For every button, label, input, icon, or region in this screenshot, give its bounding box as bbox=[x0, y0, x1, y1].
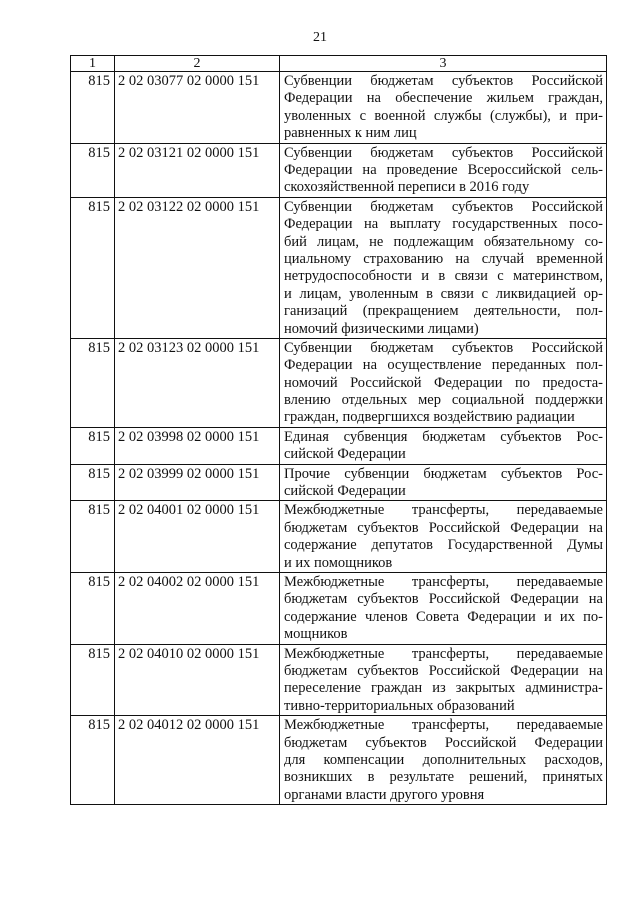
description-cell bbox=[280, 716, 607, 805]
table-row bbox=[71, 644, 607, 716]
table-row bbox=[71, 501, 607, 573]
description-line: содержание членов Совета Федерации и их по- bbox=[284, 608, 603, 625]
description-line: Федерации на проведение Всероссийской сель- bbox=[284, 161, 603, 178]
budget-code-cell: 2 02 03077 02 0000 151 bbox=[115, 72, 280, 144]
admin-code-cell: 815 bbox=[71, 716, 115, 805]
description-line: Прочие субвенции бюджетам субъектов Рос- bbox=[284, 465, 603, 482]
description-cell bbox=[280, 143, 607, 197]
table-row bbox=[71, 72, 607, 144]
description-line: циальному страхованию на случай временной bbox=[284, 250, 603, 267]
admin-code-cell: 815 bbox=[71, 501, 115, 573]
budget-code-cell: 2 02 03122 02 0000 151 bbox=[115, 197, 280, 338]
description-line: бюджетам субъектов Российской Федерации на bbox=[284, 591, 603, 608]
description-line: ганизаций (прекращением деятельности, пол- bbox=[284, 303, 603, 320]
description-line: Субвенции бюджетам субъектов Российской bbox=[284, 339, 603, 356]
description-line: сийской Федерации bbox=[284, 483, 406, 500]
description-line: бюджетам субъектов Российской Федерации на bbox=[284, 663, 603, 680]
admin-code-cell: 815 bbox=[71, 72, 115, 144]
description-cell bbox=[280, 338, 607, 427]
budget-code-cell: 2 02 04010 02 0000 151 bbox=[115, 644, 280, 716]
description-line: граждан, подвергшихся воздействию радиации bbox=[284, 409, 575, 426]
budget-code-cell: 2 02 03999 02 0000 151 bbox=[115, 464, 280, 501]
description-line: Субвенции бюджетам субъектов Российской bbox=[284, 73, 603, 89]
table-row bbox=[71, 143, 607, 197]
description-line: мощников bbox=[284, 626, 348, 643]
description-line: номочий Российской Федерации по предоста- bbox=[284, 374, 603, 391]
budget-code-cell: 2 02 03123 02 0000 151 bbox=[115, 338, 280, 427]
description-cell bbox=[280, 573, 607, 645]
description-line: номочий физическими лицами) bbox=[284, 320, 479, 337]
description-line: сийской Федерации bbox=[284, 446, 406, 463]
description-line: влению отдельных мер социальной поддержки bbox=[284, 392, 603, 409]
description-line: нетрудоспособности и в связи с материнством, bbox=[284, 268, 603, 285]
description-line: Межбюджетные трансферты, передаваемые bbox=[284, 645, 603, 662]
admin-code-cell: 815 bbox=[71, 573, 115, 645]
description-line: и лицам, уволенным в связи с ликвидацией ор- bbox=[284, 285, 603, 302]
description-line: Федерации на обеспечение жильем граждан, bbox=[284, 90, 603, 107]
description-line: Субвенции бюджетам субъектов Российской bbox=[284, 144, 603, 161]
description-line: скохозяйственной переписи в 2016 году bbox=[284, 179, 530, 196]
description-line: уволенных с военной службы (службы), и при- bbox=[284, 107, 603, 124]
budget-code-cell: 2 02 03998 02 0000 151 bbox=[115, 427, 280, 464]
table-row bbox=[71, 427, 607, 464]
admin-code-cell: 815 bbox=[71, 338, 115, 427]
description-line: Федерации на осуществление переданных пол- bbox=[284, 357, 603, 374]
description-line: Межбюджетные трансферты, передаваемые bbox=[284, 717, 603, 734]
description-line: Межбюджетные трансферты, передаваемые bbox=[284, 574, 603, 591]
description-cell bbox=[280, 72, 607, 144]
budget-code-cell: 2 02 04012 02 0000 151 bbox=[115, 716, 280, 805]
budget-code-cell: 2 02 03121 02 0000 151 bbox=[115, 143, 280, 197]
description-line: бюджетам субъектов Российской Федерации bbox=[284, 734, 603, 751]
admin-code-cell: 815 bbox=[71, 197, 115, 338]
description-line: переселение граждан из закрытых администра- bbox=[284, 680, 603, 697]
description-line: бий лицам, не подлежащим обязательному со- bbox=[284, 233, 603, 250]
table-header-row bbox=[71, 56, 607, 72]
page-number: 21 bbox=[313, 30, 327, 45]
description-line: возникших в результате решений, принятых bbox=[284, 769, 603, 786]
column-header-1: 1 bbox=[71, 56, 115, 72]
column-header-3: 3 bbox=[280, 56, 607, 72]
table-row bbox=[71, 716, 607, 805]
table-row bbox=[71, 464, 607, 501]
description-line: и их помощников bbox=[284, 554, 393, 571]
description-cell bbox=[280, 427, 607, 464]
budget-code-cell: 2 02 04001 02 0000 151 bbox=[115, 501, 280, 573]
budget-code-cell: 2 02 04002 02 0000 151 bbox=[115, 573, 280, 645]
description-cell bbox=[280, 501, 607, 573]
table-row bbox=[71, 197, 607, 338]
budget-code-table bbox=[70, 55, 607, 805]
description-line: равненных к ним лиц bbox=[284, 125, 417, 142]
description-cell bbox=[280, 464, 607, 501]
description-line: органами власти другого уровня bbox=[284, 786, 485, 803]
description-line: для компенсации дополнительных расходов, bbox=[284, 751, 603, 768]
admin-code-cell: 815 bbox=[71, 143, 115, 197]
admin-code-cell: 815 bbox=[71, 464, 115, 501]
description-line: Единая субвенция бюджетам субъектов Рос- bbox=[284, 428, 603, 445]
description-line: Межбюджетные трансферты, передаваемые bbox=[284, 502, 603, 519]
description-line: Федерации на выплату государственных посо- bbox=[284, 216, 603, 233]
description-cell bbox=[280, 197, 607, 338]
description-line: Субвенции бюджетам субъектов Российской bbox=[284, 198, 603, 215]
description-line: бюджетам субъектов Российской Федерации на bbox=[284, 519, 603, 536]
admin-code-cell: 815 bbox=[71, 427, 115, 464]
description-cell bbox=[280, 644, 607, 716]
admin-code-cell: 815 bbox=[71, 644, 115, 716]
table-body bbox=[71, 72, 607, 805]
column-header-2: 2 bbox=[115, 56, 280, 72]
table-row bbox=[71, 338, 607, 427]
description-line: тивно-территориальных образований bbox=[284, 697, 515, 714]
description-line: содержание депутатов Государственной Думы bbox=[284, 537, 603, 554]
table-row bbox=[71, 573, 607, 645]
